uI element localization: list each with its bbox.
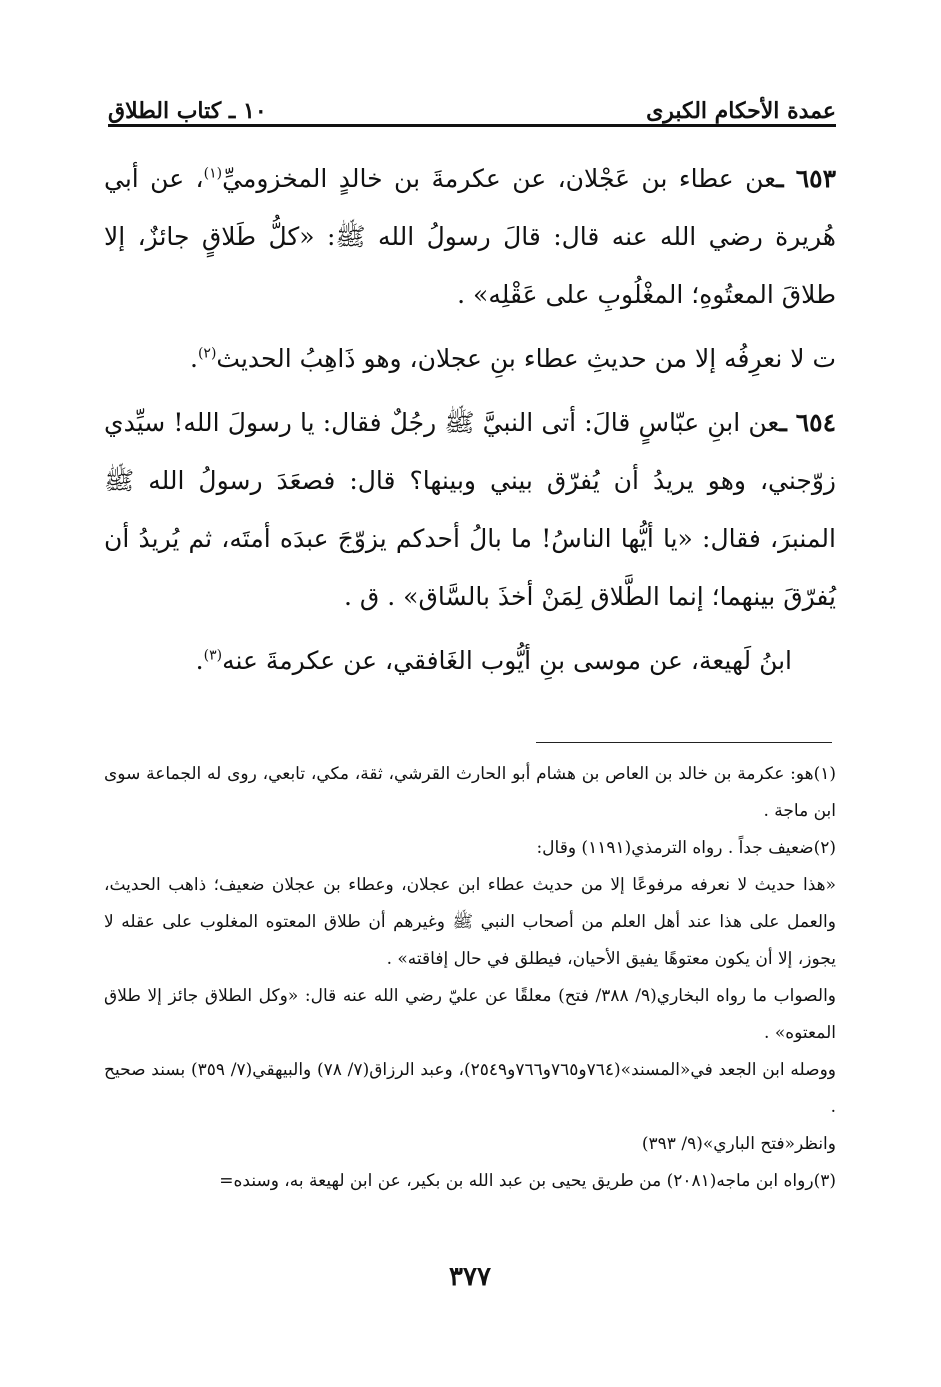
book-title: عمدة الأحكام الكبرى bbox=[646, 98, 836, 124]
hadith-text: عن ابنِ عبّاسٍ قالَ: أتى النبيَّ ﷺ رجُلٌ فقال: يا رسولَ الله! سيِّدي زوّجني، وهو يريدُ أن يُفرّق بيني وبينها؟ قال: فصعَدَ رسولُ الله ﷺ المنبرَ، فقال: «يا أيُّها الناسُ! ما بالُ أحدكم يزوّجَ عبدَه أمتَه، ثم يُريدُ أن يُفرّقَ بينهما؛ إنما الطَّلاق لِمَنْ أخذَ بالسَّاق» . ق . bbox=[104, 408, 836, 611]
hadith-number: ٦٥٤ ـ bbox=[779, 408, 837, 437]
hadith-653 bbox=[104, 150, 836, 324]
footnotes bbox=[104, 756, 836, 1200]
isnad-end: . bbox=[195, 646, 204, 675]
page-number: ٣٧٧ bbox=[449, 1262, 491, 1292]
footnote-2-bukhari: والصواب ما رواه البخاري(٩/ ٣٨٨/ فتح) معلقًا عن عليّ رضي الله عنه قال: «وكل الطلاق جائز إلا طلاق المعتوه» . bbox=[104, 986, 837, 1043]
isnad-note bbox=[104, 632, 836, 690]
note-end: . bbox=[189, 344, 198, 373]
hadith-number: ٦٥٣ ـ bbox=[776, 164, 837, 193]
chapter-title: ١٠ ـ كتاب الطلاق bbox=[108, 98, 267, 124]
main-text bbox=[104, 150, 836, 696]
note-text: ت لا نعرِفُه إلا من حديثِ عطاء بنِ عجلان، وهو ذَاهِبُ الحديث bbox=[216, 344, 836, 373]
footnote-2-quote: «هذا حديث لا نعرفه مرفوعًا إلا من حديث عطاء ابن عجلان، وعطاء بن عجلان ضعيف؛ ذاهب الحديث، والعمل على هذا عند أهل العلم من أصحاب النبي ﷺ وغيرهم أن طلاق المعتوه المغلوب على عقله لا يجوز، إلا أن يكون معتوهًا يفيق الأحيان، فيطلق في حال إفاقته» . bbox=[104, 875, 836, 969]
footnote-ref: (٣) bbox=[203, 647, 223, 664]
tirmidhi-note bbox=[104, 330, 836, 388]
footnote-ref: (٢) bbox=[197, 345, 217, 362]
footnote-1: (١)هو: عكرمة بن خالد بن العاص بن هشام أبو الحارث القرشي، ثقة، مكي، تابعي، روى له الجماعة سوى ابن ماجة . bbox=[104, 764, 836, 821]
footnote-2-fath: وانظر«فتح الباري»(٩/ ٣٩٣) bbox=[641, 1134, 836, 1154]
hadith-654 bbox=[104, 394, 836, 626]
page-header bbox=[108, 84, 836, 124]
isnad-text: ابنُ لَهيعة، عن موسى بنِ أيُّوب الغَافقي، عن عكرمةَ عنه bbox=[222, 646, 792, 675]
footnote-2-intro: (٢)ضعيف جداً . رواه الترمذي(١١٩١) وقال: bbox=[536, 838, 836, 858]
hadith-text: عن عطاء بن عَجْلان، عن عكرمةَ بن خالدٍ المخزوميِّ bbox=[222, 164, 777, 193]
footnote-divider bbox=[536, 742, 832, 743]
footnote-2-ibn-jaad: ووصله ابن الجعد في«المسند»(٧٦٤و٧٦٥و٧٦٦و٢٥٤٩)، وعبد الرزاق(٧/ ٧٨) والبيهقي(٧/ ٣٥٩) بسند صحيح . bbox=[104, 1060, 836, 1117]
footnote-ref: (١) bbox=[203, 165, 223, 182]
footnote-3: (٣)رواه ابن ماجه(٢٠٨١) من طريق يحيى بن عبد الله بن بكير، عن ابن لهيعة به، وسنده= bbox=[219, 1171, 836, 1191]
header-divider bbox=[108, 124, 836, 127]
hadith-text-continued: ، عن أبي هُريرة رضي الله عنه قال: قالَ رسولُ الله ﷺ: «كلُّ طَلاقٍ جائزٌ، إلا طلاقَ المعتُوهِ؛ المغْلُوبِ على عَقْلِه» . bbox=[104, 164, 836, 309]
